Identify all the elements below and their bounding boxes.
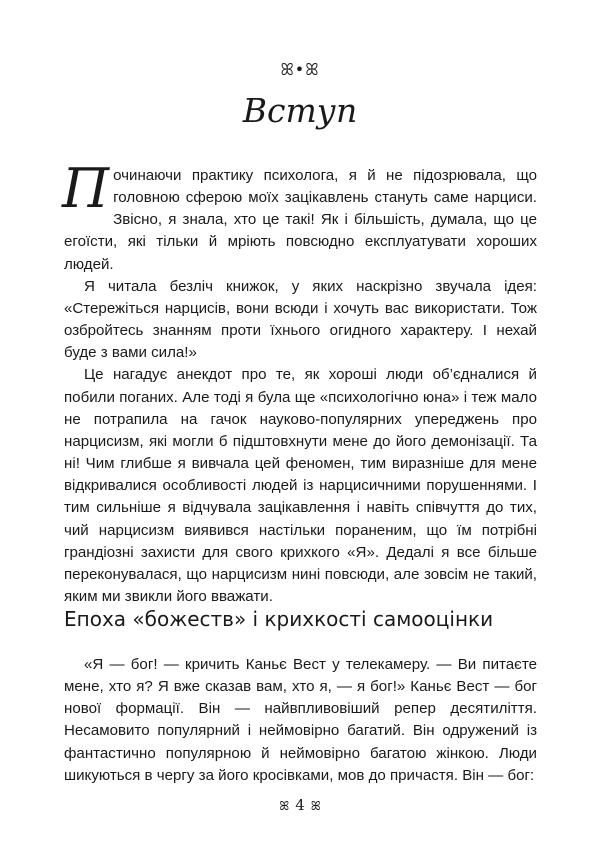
section-paragraph-1: «Я — бог! — кричить Каньє Вест у телекамеру. — Ви питаєте мене, хто я? Я вже сказав вам, хто я, — я бог!» Каньє Вест — бог нової формації. Він — найвпливовіший репер десятиліття. Несамовито популярний і неймовірно багатий. Він одружений із фантастично популярною й неймовірно багатою жінкою. Люди шикуються в чергу за його кросівками, мов до причастя. Він — бог: — [64, 656, 537, 784]
footer-right-ornament: ꕤ — [310, 799, 321, 813]
drop-cap: П — [62, 157, 110, 220]
intro-paragraph-2: Я читала безліч книжок, у яких наскрізно звучала ідея: «Стережіться нарцисів, вони всюди і хочуть вас використати. Тож озбройтесь знанням проти їхнього огидного характеру. І нехай буде з вами сила!» — [64, 277, 537, 362]
footer-left-ornament: ꕤ — [279, 799, 290, 813]
intro-paragraph-3: Це нагадує анекдот про те, як хороші люди об’єдналися й побили поганих. Але тоді я була ще «психологічно юна» і теж мало не потрапила на гачок науково-популярних упереджень про нарцисизм, які могли б підштовхнути мене до його демонізації. Та ні! Чим глибше я вивчала цей феномен, тим виразніше для мене відкривалися особливості людей із нарцисичними порушеннями. І тим сильніше я відчувала зацікавлення і навіть співчуття до тих, чий нарцисизм виявився настільки пораненим, що їм потрібні грандіозні захисти для свого крихкого «Я». Дедалі я все більше переконувалася, що нарцисизм нині повсюди, але зовсім не такий, яким ми звикли його вважати. — [64, 366, 537, 605]
intro-text — [62, 157, 537, 608]
page-number: 4 — [295, 796, 305, 814]
section-heading: Епоха «божеств» і крихкості самооцінки — [64, 607, 494, 631]
chapter-ornament: ꕤ•ꕤ — [280, 60, 320, 79]
intro-paragraph-1-text: очинаючи практику психолога, я й не підозрювала, що головною сферою моїх зацікавлень стануть саме нарциси. Звісно, я знала, хто це такі! Як і більшість, думала, що це егоїсти, які тільки й мріють повсюдно експлуатувати хороших людей. — [64, 167, 537, 273]
section-text — [64, 654, 537, 787]
chapter-title: Вступ — [242, 91, 358, 130]
intro-paragraph-1 — [62, 157, 537, 276]
page-footer — [0, 795, 600, 816]
